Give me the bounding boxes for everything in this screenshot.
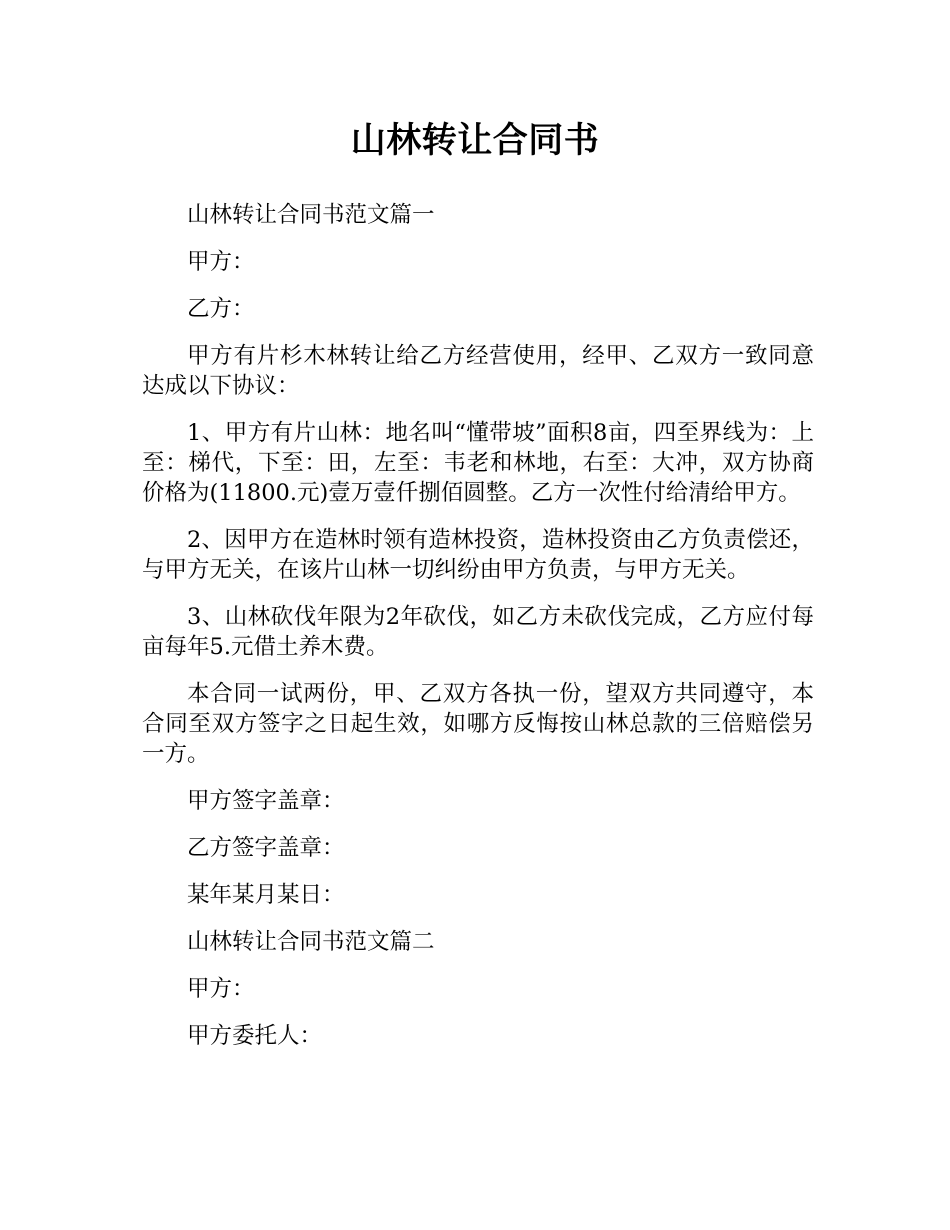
party-b-label: 乙方： [187, 296, 255, 322]
clause-2: 2、因甲方在造林时领有造林投资，造林投资由乙方负责偿还，与甲方无关，在该片山林一切纠纷由甲方负责，与甲方无关。 [142, 527, 814, 583]
party-a-label-2: 甲方： [187, 976, 255, 1002]
agreement-intro: 甲方有片杉木林转让给乙方经营使用，经甲、乙双方一致同意达成以下协议： [142, 343, 814, 399]
party-a-label: 甲方： [187, 249, 255, 275]
party-a-agent-label: 甲方委托人： [187, 1023, 323, 1049]
document-title: 山林转让合同书 [350, 121, 600, 161]
section-heading-1: 山林转让合同书范文篇一 [187, 202, 435, 228]
document-body [142, 200, 814, 1068]
signing-date: 某年某月某日： [187, 882, 345, 908]
section-heading-2: 山林转让合同书范文篇二 [187, 929, 435, 955]
party-a-signature: 甲方签字盖章： [187, 788, 345, 814]
contract-validity: 本合同一试两份，甲、乙双方各执一份，望双方共同遵守，本合同至双方签字之日起生效，如哪方反悔按山林总款的三倍赔偿另一方。 [142, 681, 814, 767]
clause-1: 1、甲方有片山林：地名叫“懂带坡”面积8亩，四至界线为：上至：梯代，下至：田，左至：韦老和林地，右至：大冲，双方协商价格为(11800.元)壹万壹仟捌佰圆整。乙方一次性付给清给甲方。 [142, 420, 814, 506]
clause-3: 3、山林砍伐年限为2年砍伐，如乙方未砍伐完成，乙方应付每亩每年5.元借土养木费。 [142, 604, 814, 660]
party-b-signature: 乙方签字盖章： [187, 835, 345, 861]
